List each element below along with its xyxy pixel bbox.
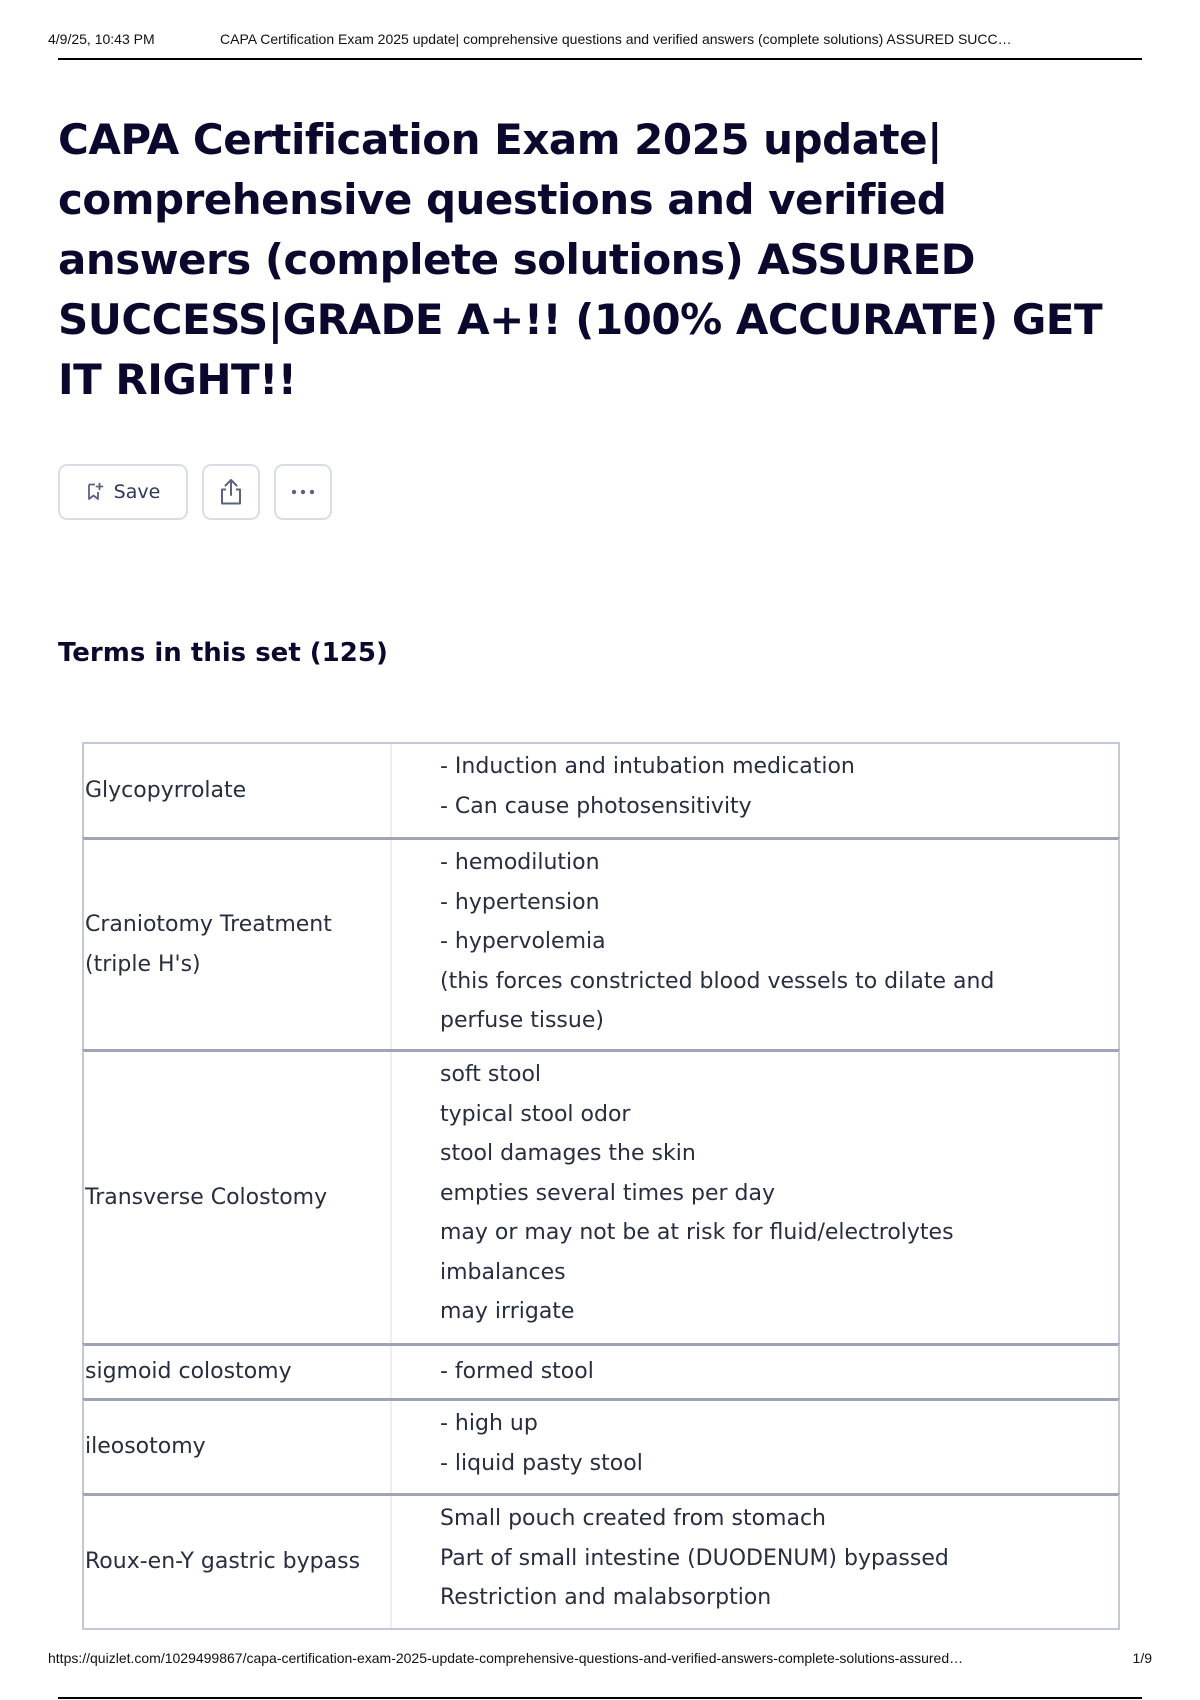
definition-line: may or may not be at risk for fluid/electrolytes [440, 1220, 954, 1245]
term-row [82, 837, 1120, 1051]
bookmark-add-icon [86, 482, 104, 502]
save-button-label: Save [113, 481, 161, 503]
definition-line: may irrigate [440, 1299, 575, 1324]
definition-line: - hypertension [440, 889, 600, 915]
definition-line: (this forces constricted blood vessels to dilate and [440, 968, 995, 994]
definition-cell [392, 1052, 1118, 1343]
term-cell [84, 744, 392, 837]
definition-line: - liquid pasty stool [440, 1450, 643, 1476]
share-icon [217, 477, 245, 507]
definition-line: perfuse tissue) [440, 1008, 604, 1033]
definition-cell [392, 1346, 1118, 1398]
print-header-title: CAPA Certification Exam 2025 update| comprehensive questions and verified answers (complete solutions) ASSURED SUCC… [220, 31, 1012, 47]
term-cell [84, 840, 392, 1049]
term-text: Roux-en-Y gastric bypass [85, 1549, 361, 1574]
term-cell [84, 1052, 392, 1343]
print-footer-url: https://quizlet.com/1029499867/capa-certification-exam-2025-update-comprehensive-questions-and-verified-answers-complete-solutions-assured… [48, 1650, 964, 1666]
definition-line: soft stool [440, 1062, 542, 1087]
definition-line: - Induction and intubation medication [440, 754, 855, 779]
definition-cell [392, 840, 1118, 1049]
definition-line: imbalances [440, 1259, 566, 1285]
term-row [82, 1398, 1120, 1495]
term-cell [84, 1346, 392, 1398]
save-button[interactable] [58, 464, 188, 520]
definition-line: - hemodilution [440, 850, 600, 875]
term-text: Craniotomy Treatment (triple H's) [85, 911, 332, 977]
definition-line: - Can cause photosensitivity [440, 793, 752, 819]
definition-line: Small pouch created from stomach [440, 1506, 826, 1531]
definition-line: Restriction and malabsorption [440, 1585, 772, 1610]
page-number: 1/9 [1132, 1650, 1152, 1666]
term-cell [84, 1496, 392, 1628]
print-datetime: 4/9/25, 10:43 PM [48, 31, 155, 47]
definition-line: - high up [440, 1411, 538, 1436]
term-text: sigmoid colostomy [85, 1359, 292, 1384]
definition-cell [392, 744, 1118, 837]
term-text: Transverse Colostomy [85, 1184, 328, 1210]
term-text: Glycopyrrolate [85, 777, 247, 803]
term-cell [84, 1401, 392, 1493]
term-row [82, 1343, 1120, 1400]
more-options-button[interactable] [274, 464, 332, 520]
definition-cell [392, 1496, 1118, 1628]
print-header [48, 22, 1142, 60]
definition-line: typical stool odor [440, 1101, 631, 1127]
definition-line: stool damages the skin [440, 1141, 696, 1166]
page-title: CAPA Certification Exam 2025 update| comprehensive questions and verified answers (complete solutions) ASSURED SUCCESS|GRADE A+!! (100% ACCURATE) GET IT RIGHT!! [58, 115, 1103, 404]
footer-divider [58, 1697, 1142, 1699]
terms-heading: Terms in this set (125) [58, 638, 388, 668]
more-icon [289, 488, 317, 496]
definition-line: Part of small intestine (DUODENUM) bypassed [440, 1545, 949, 1571]
share-button[interactable] [202, 464, 260, 520]
term-row [82, 742, 1120, 839]
definition-line: empties several times per day [440, 1180, 776, 1206]
definition-line: - formed stool [440, 1359, 594, 1384]
action-bar [58, 464, 332, 520]
print-footer [48, 1650, 1152, 1666]
definition-cell [392, 1401, 1118, 1493]
term-row [82, 1493, 1120, 1630]
term-row [82, 1049, 1120, 1345]
definition-line: - hypervolemia [440, 929, 606, 954]
terms-table [82, 744, 1120, 1630]
term-text: ileosotomy [85, 1434, 206, 1459]
